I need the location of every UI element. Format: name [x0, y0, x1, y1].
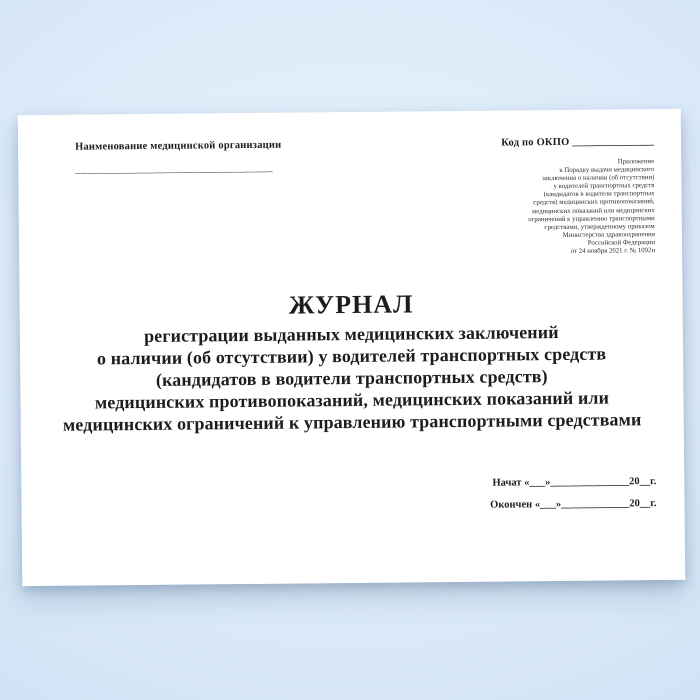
journal-subtitle-line: регистрации выданных медицинских заключений — [144, 322, 559, 346]
okpo-code-label: Код по ОКПО _______________ — [501, 136, 655, 149]
org-name-blank-line: ___________________________________ — [75, 162, 274, 176]
date-lines — [490, 476, 657, 511]
appendix-line: от 24 ноября 2021 г. № 1092н — [570, 247, 656, 255]
appendix-line: Приложение — [617, 158, 655, 166]
org-name-label: Наименование медицинской организации — [75, 139, 282, 153]
appendix-line: Министерства здравоохранения — [562, 230, 655, 239]
appendix-line: к Порядку выдачи медицинского — [559, 166, 655, 175]
appendix-line: медицинских показаний или медицинских — [531, 206, 655, 215]
journal-title: ЖУРНАЛ — [288, 289, 414, 320]
appendix-line: средствами, утвержденному приказом — [544, 222, 655, 231]
journal-subtitle-line: медицинских противопоказаний, медицинских показаний или — [94, 387, 610, 413]
journal-subtitle-line: (кандидатов в водители транспортных средств) — [155, 366, 548, 390]
appendix-line: Российской Федерации — [587, 239, 656, 247]
date-started-line: Начат «___»_______________20__г. — [492, 476, 657, 489]
appendix-note — [528, 158, 655, 256]
appendix-line: у водителей транспортных средств — [553, 182, 655, 191]
appendix-line: ограничений к управлению транспортными — [528, 214, 655, 223]
journal-subtitle-line: о наличии (об отсутствии) у водителей транспортных средств — [96, 343, 607, 369]
appendix-line: средств) медицинских противопоказаний, — [533, 198, 655, 207]
journal-cover-sheet — [18, 109, 685, 586]
appendix-line: (кандидатов в водители транспортных — [543, 190, 655, 199]
title-block — [19, 288, 683, 436]
appendix-line: заключения о наличии (об отсутствии) — [542, 174, 655, 183]
journal-subtitle-line: медицинских ограничений к управлению транспортными средствами — [62, 409, 642, 435]
date-finished-line: Окончен «___»_____________20__г. — [490, 498, 657, 511]
